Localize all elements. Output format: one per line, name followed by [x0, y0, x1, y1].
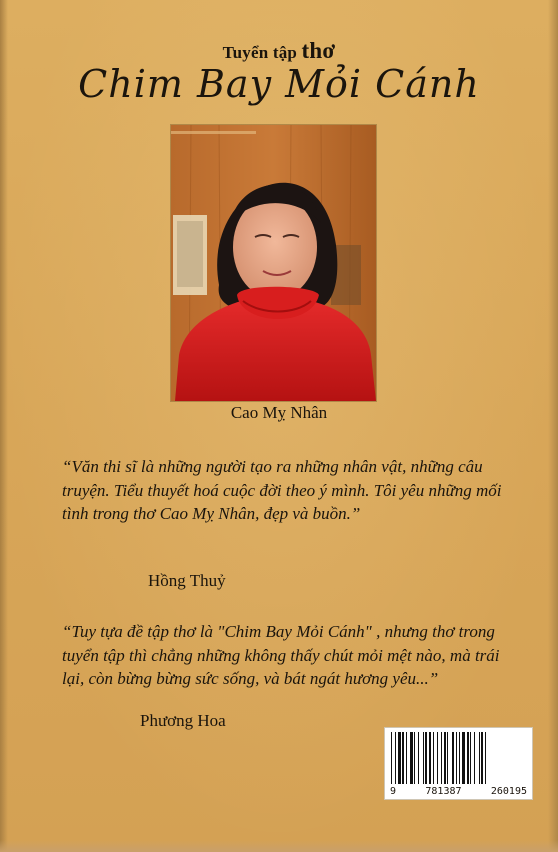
cover-bottom-edge	[0, 840, 558, 852]
barcode-bar	[391, 732, 392, 784]
series-prefix: Tuyển tập	[222, 43, 298, 62]
cover-left-edge-shadow	[0, 0, 8, 852]
barcode-bar	[481, 732, 483, 784]
review-quote-1: “Văn thi sĩ là những người tạo ra những nhân vật, những câu truyện. Tiểu thuyết hoá cuộc đời theo ý mình. Tôi yêu những mối tình trong thơ Cao Mỵ Nhân, đẹp và buồn.”	[62, 457, 502, 523]
author-portrait-photo	[171, 125, 376, 401]
barcode-bar	[410, 732, 413, 784]
photo-caption: Cao Mỵ Nhân	[230, 403, 328, 422]
barcode-digit-prefix: 9	[390, 786, 397, 797]
barcode-bar	[425, 732, 427, 784]
barcode-bar	[474, 732, 475, 784]
barcode-bar	[441, 732, 442, 784]
book-title: Chim Bay Mỏi Cánh	[78, 62, 480, 106]
barcode-digit-group-1: 781387	[425, 786, 462, 797]
barcode-digits	[389, 786, 528, 797]
barcode-bar	[402, 732, 404, 784]
barcode-bar	[406, 732, 407, 784]
barcode-bar	[429, 732, 431, 784]
author-portrait-illustration	[171, 125, 376, 401]
barcode-bar	[395, 732, 396, 784]
barcode-bar	[462, 732, 465, 784]
barcode-bar	[456, 732, 457, 784]
barcode-bars	[391, 732, 526, 784]
review-quote-2: “Tuy tựa đề tập thơ là "Chim Bay Mỏi Cánh" , nhưng thơ trong tuyển tập thì chẳng những không thấy chút mỏi mệt nào, mà trái lại, còn bừng bừng sức sống, và bát ngát hương yêu...”	[62, 622, 500, 688]
barcode-bar	[398, 732, 401, 784]
barcode-bar	[479, 732, 480, 784]
barcode-bar	[423, 732, 424, 784]
barcode-bar	[433, 732, 434, 784]
barcode-digit-group-2: 260195	[490, 786, 527, 797]
barcode-bar	[437, 732, 438, 784]
barcode-bar	[447, 732, 448, 784]
isbn-barcode	[384, 727, 533, 800]
barcode-bar	[452, 732, 454, 784]
barcode-bar	[414, 732, 415, 784]
review-author-2: Phương Hoa	[140, 711, 226, 730]
cover-right-edge-shadow	[548, 0, 558, 852]
barcode-bar	[485, 732, 486, 784]
review-author-1: Hồng Thuỷ	[148, 571, 226, 590]
series-emphasis: thơ	[301, 38, 336, 63]
barcode-bar	[444, 732, 446, 784]
barcode-bar	[459, 732, 460, 784]
series-label	[0, 38, 558, 64]
barcode-bar	[467, 732, 469, 784]
barcode-bar	[470, 732, 471, 784]
barcode-bar	[418, 732, 419, 784]
